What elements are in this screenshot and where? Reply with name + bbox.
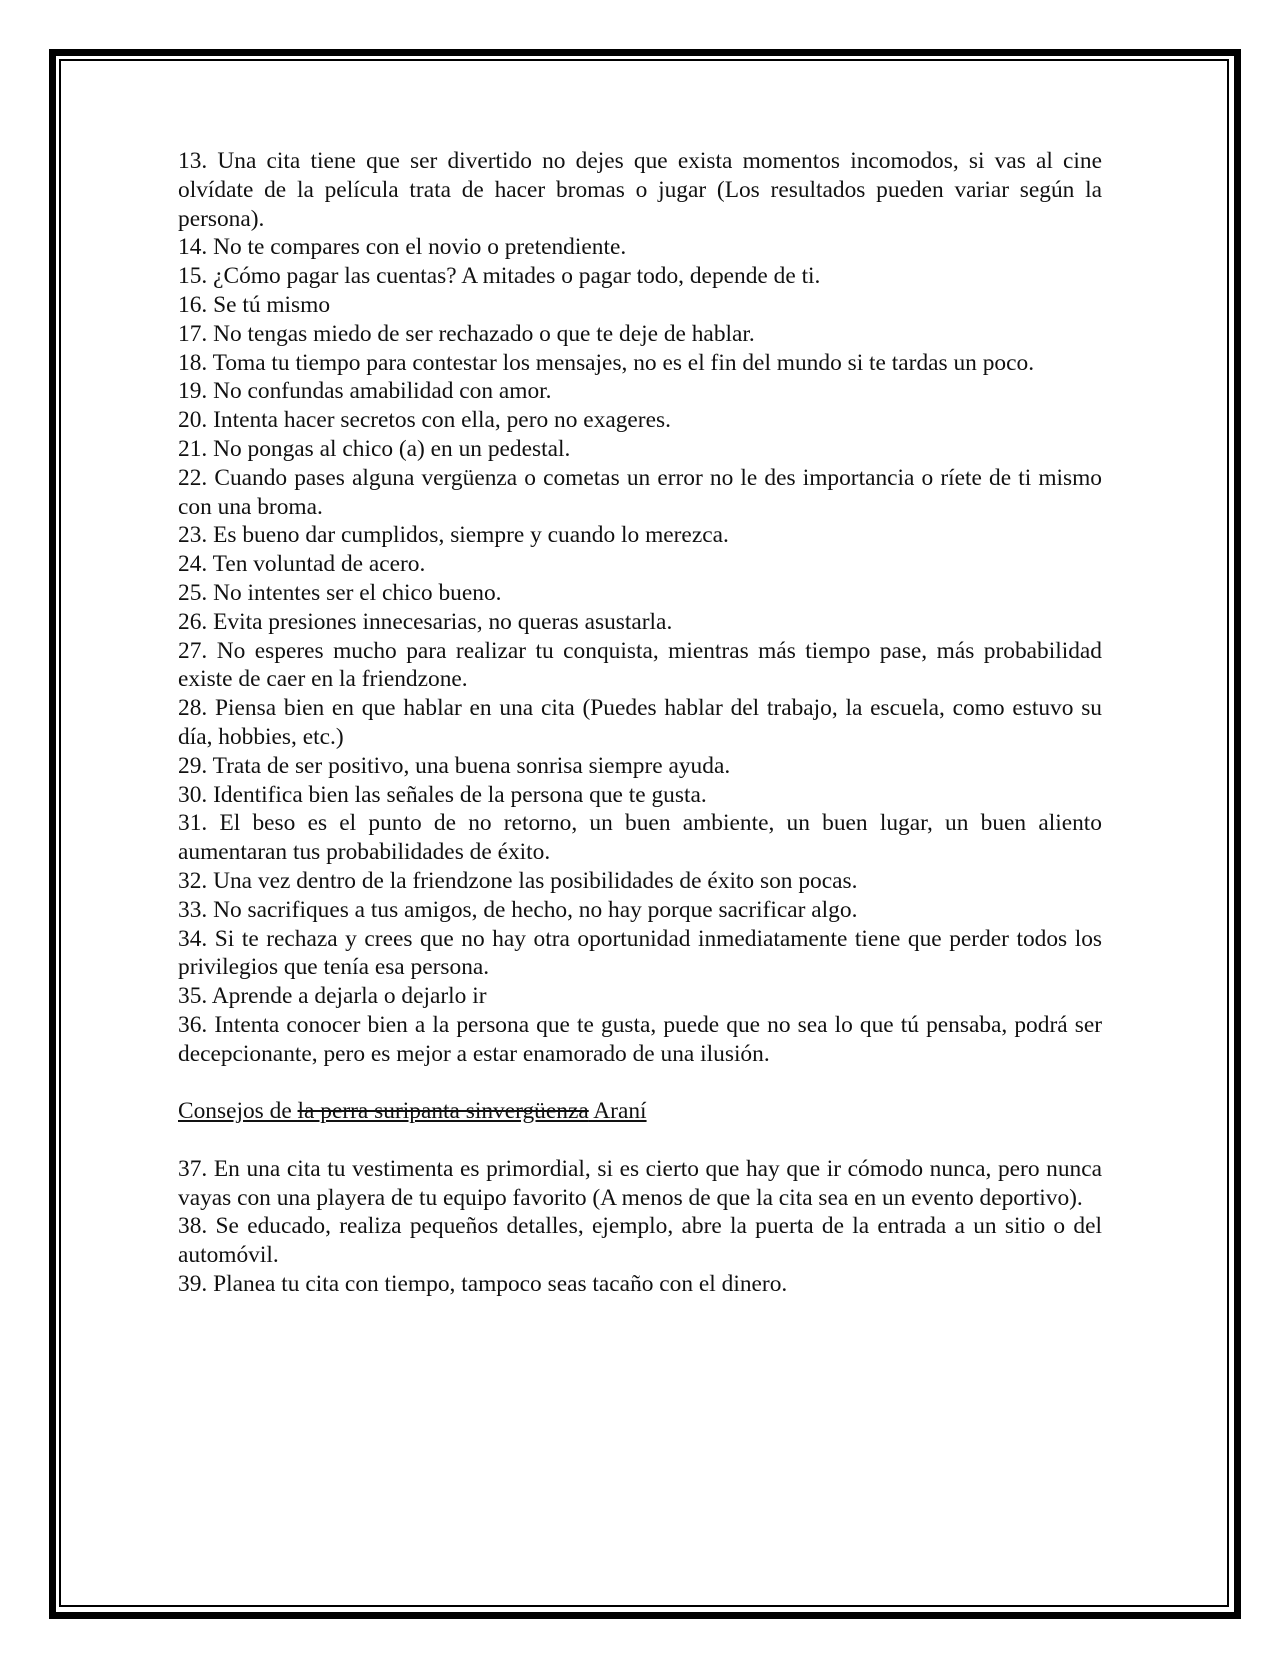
list-item: 39. Planea tu cita con tiempo, tampoco seas tacaño con el dinero.	[178, 1271, 788, 1298]
list-item: 31. El beso es el punto de no retorno, un buen ambiente, un buen lugar, un buen aliento aumentaran tus probabilidades de éxito.	[178, 810, 1102, 866]
list-item: 36. Intenta conocer bien a la persona que te gusta, puede que no sea lo que tú pensaba, podrá ser decepcionante, pero es mejor a estar enamorado de una ilusión.	[178, 1011, 1102, 1067]
heading-struck-text: la perra suripanta sinvergüenza	[297, 1098, 589, 1125]
tips-list-part1	[178, 147, 1102, 1069]
section-heading	[178, 1097, 1102, 1126]
heading-prefix: Consejos de	[178, 1098, 298, 1125]
list-item: 22. Cuando pases alguna vergüenza o cometas un error no le des importancia o ríete de ti mismo con una broma.	[178, 464, 1102, 520]
heading-suffix: Araní	[588, 1098, 647, 1125]
list-item: 37. En una cita tu vestimenta es primordial, si es cierto que hay que ir cómodo nunca, pero nunca vayas con una playera de tu equipo favorito (A menos de que la cita sea en un evento deportivo).	[178, 1155, 1102, 1211]
list-item: 17. No tengas miedo de ser rechazado o que te deje de hablar.	[178, 320, 755, 347]
list-item: 18. Toma tu tiempo para contestar los mensajes, no es el fin del mundo si te tardas un poco.	[178, 349, 1035, 376]
list-item: 16. Se tú mismo	[178, 291, 331, 318]
list-item: 38. Se educado, realiza pequeños detalles, ejemplo, abre la puerta de la entrada a un sitio o del automóvil.	[178, 1213, 1102, 1269]
list-item: 32. Una vez dentro de la friendzone las posibilidades de éxito son pocas.	[178, 867, 858, 894]
list-item: 33. No sacrifiques a tus amigos, de hecho, no hay porque sacrificar algo.	[178, 896, 858, 923]
list-item: 24. Ten voluntad de acero.	[178, 551, 426, 578]
list-item: 34. Si te rechaza y crees que no hay otra oportunidad inmediatamente tiene que perder todos los privilegios que tenía esa persona.	[178, 925, 1102, 981]
list-item: 20. Intenta hacer secretos con ella, pero no exageres.	[178, 407, 671, 434]
list-item: 15. ¿Cómo pagar las cuentas? A mitades o pagar todo, depende de ti.	[178, 263, 821, 290]
list-item: 28. Piensa bien en que hablar en una cita (Puedes hablar del trabajo, la escuela, como estuvo su día, hobbies, etc.)	[178, 695, 1102, 750]
list-item: 30. Identifica bien las señales de la persona que te gusta.	[178, 781, 707, 808]
list-item: 25. No intentes ser el chico bueno.	[178, 579, 502, 606]
document-body	[178, 147, 1102, 1299]
list-item: 23. Es bueno dar cumplidos, siempre y cuando lo merezca.	[178, 522, 729, 549]
list-item: 29. Trata de ser positivo, una buena sonrisa siempre ayuda.	[178, 752, 731, 779]
tips-list-part2	[178, 1155, 1102, 1299]
list-item: 13. Una cita tiene que ser divertido no dejes que exista momentos incomodos, si vas al cine olvídate de la película trata de hacer bromas o jugar (Los resultados pueden variar según la persona).	[178, 148, 1102, 232]
list-item: 27. No esperes mucho para realizar tu conquista, mientras más tiempo pase, más probabilidad existe de caer en la friendzone.	[178, 637, 1102, 693]
list-item: 35. Aprende a dejarla o dejarlo ir	[178, 983, 487, 1010]
list-item: 21. No pongas al chico (a) en un pedestal.	[178, 435, 571, 462]
list-item: 19. No confundas amabilidad con amor.	[178, 378, 552, 405]
list-item: 14. No te compares con el novio o pretendiente.	[178, 234, 627, 261]
list-item: 26. Evita presiones innecesarias, no queras asustarla.	[178, 608, 673, 635]
